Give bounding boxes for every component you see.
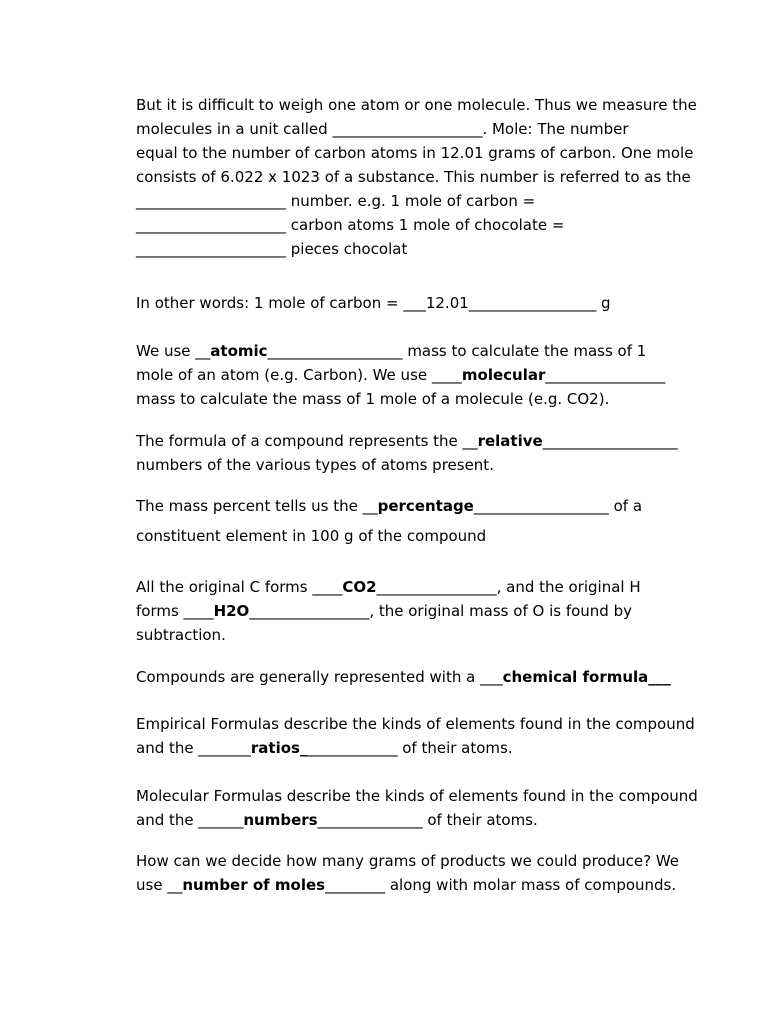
text-line: Molecular Formulas describe the kinds of elements found in the compound xyxy=(136,787,698,805)
paragraph-mole-definition xyxy=(136,93,696,266)
text-line xyxy=(136,665,696,689)
text-line: ____________________ pieces chocolat xyxy=(136,240,408,258)
text-line xyxy=(136,599,696,623)
answer-numbers: numbers xyxy=(243,811,318,829)
text-segment: ________________, the original mass of O is found by xyxy=(249,602,632,620)
text-line: equal to the number of carbon atoms in 12.01 grams of carbon. One mole xyxy=(136,144,694,162)
paragraph-mass-percent xyxy=(136,494,696,548)
text-segment: The mass percent tells us the __ xyxy=(136,497,378,515)
answer-h2o: H2O xyxy=(213,602,250,620)
paragraph-grams-of-products xyxy=(136,849,696,897)
text-segment: __________________ mass to calculate the mass of 1 xyxy=(267,342,647,360)
text-line xyxy=(136,808,696,832)
answer-atomic: atomic xyxy=(210,342,268,360)
answer-relative: relative xyxy=(477,432,543,450)
text-segment: forms ____ xyxy=(136,602,214,620)
answer-number-of-moles: number of moles xyxy=(182,876,326,894)
text-line: In other words: 1 mole of carbon = ___12.01_________________ g xyxy=(136,294,611,312)
answer-chemical-formula: chemical formula___ xyxy=(502,668,671,686)
text-segment: mole of an atom (e.g. Carbon). We use ____ xyxy=(136,366,462,384)
text-segment: The formula of a compound represents the __ xyxy=(136,432,478,450)
text-line xyxy=(136,429,696,453)
paragraph-chemical-formula xyxy=(136,665,696,689)
paragraph-compound-formula xyxy=(136,429,696,477)
answer-co2: CO2 xyxy=(342,578,377,596)
answer-ratios: ratios_ xyxy=(250,739,308,757)
paragraph-mole-of-carbon xyxy=(136,291,696,315)
paragraph-atomic-molecular-mass xyxy=(136,339,696,411)
text-line xyxy=(136,736,696,760)
text-line: How can we decide how many grams of products we could produce? We xyxy=(136,852,680,870)
text-line: molecules in a unit called ____________________. Mole: The number xyxy=(136,120,629,138)
text-line xyxy=(136,873,696,897)
text-line: mass to calculate the mass of 1 mole of a molecule (e.g. CO2). xyxy=(136,390,610,408)
text-line: subtraction. xyxy=(136,626,226,644)
text-line: ____________________ carbon atoms 1 mole of chocolate = xyxy=(136,216,565,234)
answer-molecular: molecular xyxy=(461,366,546,384)
text-segment: We use __ xyxy=(136,342,211,360)
text-line: consists of 6.022 x 1023 of a substance. This number is referred to as the xyxy=(136,168,691,186)
text-line: But it is difficult to weigh one atom or one molecule. Thus we measure the xyxy=(136,96,697,114)
text-line: constituent element in 100 g of the compound xyxy=(136,527,487,545)
text-line xyxy=(136,339,696,363)
text-segment: ________ along with molar mass of compounds. xyxy=(325,876,677,894)
text-segment: and the _______ xyxy=(136,739,251,757)
paragraph-empirical-formulas xyxy=(136,712,696,760)
text-line xyxy=(136,363,696,387)
text-line: numbers of the various types of atoms present. xyxy=(136,456,494,474)
text-segment: Compounds are generally represented with a ___ xyxy=(136,668,503,686)
text-segment: ____________ of their atoms. xyxy=(307,739,513,757)
text-line xyxy=(136,494,696,524)
paragraph-molecular-formulas xyxy=(136,784,696,832)
text-segment: __________________ xyxy=(542,432,678,450)
text-segment: ________________, and the original H xyxy=(376,578,641,596)
text-segment: use __ xyxy=(136,876,183,894)
paragraph-combustion-analysis xyxy=(136,575,696,647)
answer-percentage: percentage xyxy=(377,497,474,515)
text-segment: ______________ of their atoms. xyxy=(317,811,538,829)
text-segment: and the ______ xyxy=(136,811,244,829)
text-line: Empirical Formulas describe the kinds of elements found in the compound xyxy=(136,715,695,733)
text-line xyxy=(136,575,696,599)
text-segment: __________________ of a xyxy=(473,497,643,515)
text-line: ____________________ number. e.g. 1 mole of carbon = xyxy=(136,192,536,210)
text-segment: ________________ xyxy=(545,366,666,384)
text-segment: All the original C forms ____ xyxy=(136,578,343,596)
